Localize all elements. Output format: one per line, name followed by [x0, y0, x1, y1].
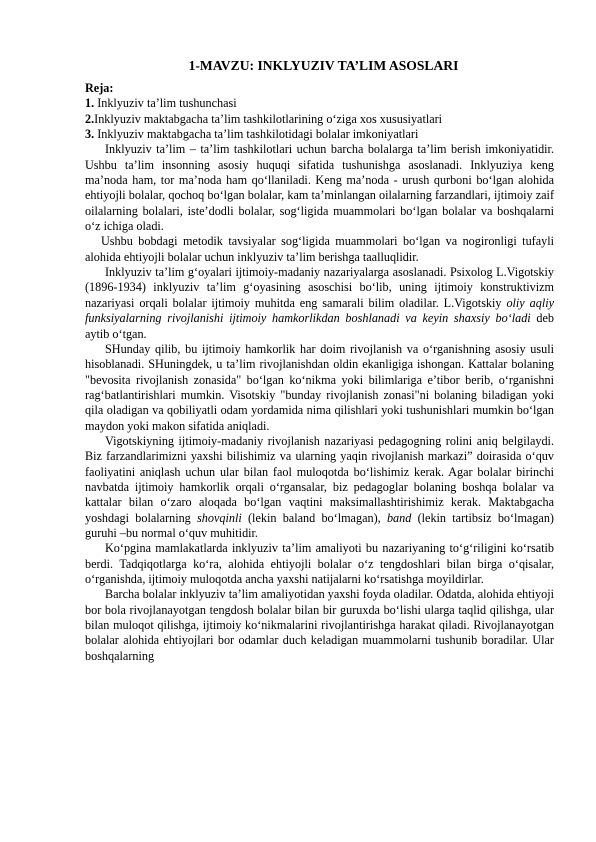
plan-item-number: 2. — [85, 111, 95, 126]
paragraph-2: Ushbu bobdagi metodik tavsiyalar sog‘ligida muammolari bo‘lgan va nogironligi tufayli alohida ehtiyojli bolalar uchun inklyuziv ta’lim berishga taalluqlidir. — [85, 234, 554, 264]
italic-term: shovqinli — [197, 510, 242, 525]
italic-term: band — [386, 510, 412, 525]
plan-heading: Reja: — [85, 81, 114, 95]
paragraph-4: SHunday qilib, bu ijtimoiy hamkorlik har doim rivojlanish va o‘rganishning asosiy usuli hisoblanadi. SHuningdek, u ta’lim rivojlanishdan oldin ekanligiga ishongan. Kattalar bolaning "bevosita rivojlanish zonasida" bo‘lgan ko‘nikma yoki bilimlariga e’tibor berib, o‘rganishni rag‘batlantirishlari mumkin. Visotskiy "bunday rivojlanish zonasi"ni bolaning biladigan yoki qila oladigan va qobiliyatli odam yordamida nima qilishlari yoki tushunishlari mumkin bo‘lgan maydon yoki makon sifatida aniqladi. — [85, 341, 554, 433]
paragraph-5 — [85, 434, 554, 541]
paragraph-text: (lekin baland bo‘lmagan), — [241, 510, 387, 525]
paragraph-text: Inklyuziv ta’lim g‘oyalari ijtimoiy-madaniy nazariyalarga asoslanadi. Psixolog L.Vigotskiy (1896-1934) inklyuziv ta’lim g‘oyasining asoschisi bo‘lib, uning ijtimoiy konstruktivizm nazariyasi orqali bolalar ijtimoiy muhitda eng samarali bilim oladilar. L.Vigotskiy — [85, 265, 554, 310]
plan-item-text: Inklyuziv maktabgacha ta’lim tashkilotlarining o‘ziga xos xususiyatlari — [94, 111, 443, 126]
document-title: 1-MAVZU: INKLYUZIV TA’LIM ASOSLARI — [188, 58, 459, 73]
paragraph-3 — [85, 265, 554, 342]
plan-item-3 — [85, 127, 554, 142]
paragraph-text: Vigotskiyning ijtimoiy-madaniy rivojlanish nazariyasi pedagogning rolini aniq belgilaydi. Biz farzandlarimizni yaxshi bilishimiz va ularning yaqin rivojlanish markazi” doirasida o‘quv faoliyatini aniqlash uchun ular bilan faol muloqotda bo‘lishimiz kerak. Agar bolalar birinchi navbatda ijtimoiy hamkorlik orqali o‘rgansalar, biz pedagoglar bolaning boshqa bolalar va kattalar bilan o‘zaro aloqada bo‘lgan vaqtini maksimallashtirishimiz kerak. Maktabgacha yoshdagi bolalarning — [85, 433, 554, 525]
paragraph-text: (lekin tartibsiz bo‘lmagan) guruhi –bu normal o‘quv muhitidir. — [85, 510, 554, 540]
plan-item-2 — [85, 112, 554, 127]
plan-item-number: 3. — [85, 127, 95, 142]
plan-item-text: Inklyuziv maktabgacha ta’lim tashkilotidagi bolalar imkoniyatlari — [94, 127, 419, 142]
italic-quote: oliy aqliy funksiyalarning rivojlanishi ijtimoiy hamkorlikdan boshlanadi va keyin shaxsiy bo‘ladi — [85, 295, 554, 326]
paragraph-1: Inklyuziv ta’lim – ta’lim tashkilotlari uchun barcha bolalarga ta’lim berish imkoniyatidir. Ushbu ta’lim insonning asosiy huquqi sifatida tushunishga asoslanadi. Inklyuziya keng ma’noda ham, tor ma’noda ham qo‘llaniladi. Keng ma’noda - urush qurboni bo‘lgan alohida ehtiyojli bolalar, qochoq bo‘lgan bolalar, kam ta’minlangan oilalarning farzandlari, ijtimoiy zaif oilalarning bolalari, iste’dodli bolalar, sog‘ligida muammolari bo‘lgan bolalar va boshqalarni o‘z ichiga oladi. — [85, 142, 554, 234]
paragraph-text: deb aytib o‘tgan. — [85, 311, 554, 341]
document-page — [85, 57, 554, 664]
paragraph-7: Barcha bolalar inklyuziv ta’lim amaliyotidan yaxshi foyda oladilar. Odatda, alohida ehtiyoji bor bola rivojlanayotgan tengdosh bolalar bilan bir guruxda bo‘lishi ularga taqlid qilishga, ular bilan muloqot qilishga, ijtimoiy ko‘nikmalarini rivojlantirishga harakat qiladi. Rivojlanayotgan bolalar alohida ehtiyojlari bor odamlar duch keladigan muammolarni tushunib boradilar. Ular boshqalarning — [85, 587, 554, 663]
plan-item-text: Inklyuziv ta’lim tushunchasi — [94, 96, 237, 111]
paragraph-6: Ko‘pgina mamlakatlarda inklyuziv ta’lim amaliyoti bu nazariyaning to‘g‘riligini ko‘rsatib berdi. Tadqiqotlarga ko‘ra, alohida ehtiyojli bolalar o‘z tengdoshlari bilan birga o‘qisalar, o‘rganishda, ijtimoiy muloqotda ancha yaxshi natijalarni ko‘rsatishga moyildirlar. — [85, 541, 554, 586]
plan-item-number: 1. — [85, 96, 95, 111]
plan-item-1 — [85, 96, 554, 111]
